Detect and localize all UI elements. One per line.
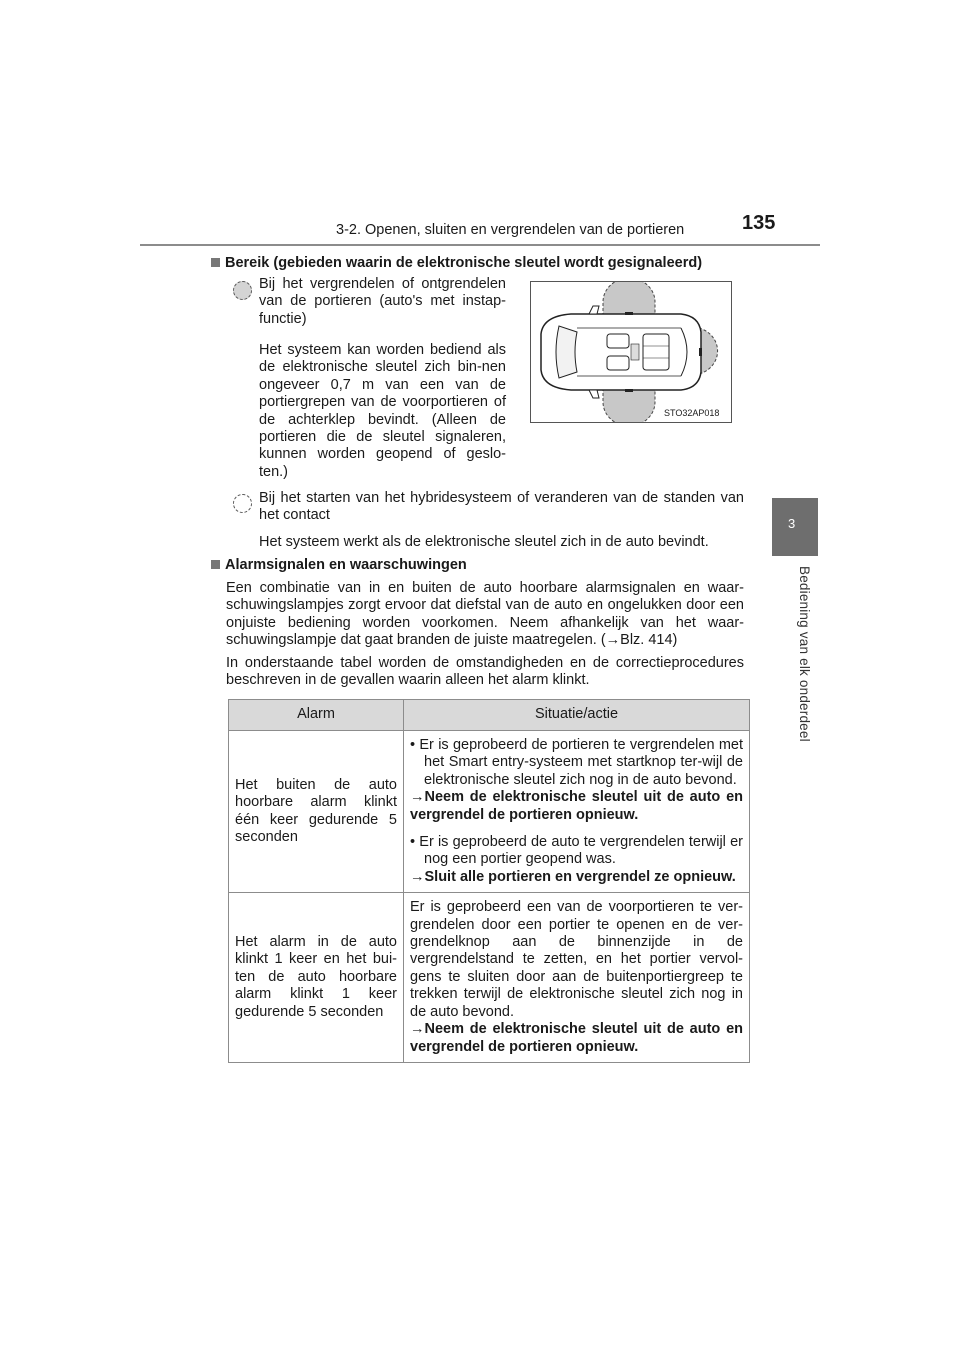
alarm-table — [228, 699, 750, 1063]
range-heading — [211, 255, 702, 271]
row1-action-1: →Neem de elektronische sleutel uit de auto en vergrendel de portieren opnieuw. — [410, 789, 743, 823]
row1-bullet-1: • Er is geprobeerd de portieren te vergrendelen met het Smart entry-systeem met startknop ter-wijl de elektronische sleutel zich nog in de auto bevond. — [410, 737, 743, 788]
row2-situation-text: Er is geprobeerd een van de voorportieren te ver-grendelen door een portier te openen en de ver-grendelknop aan de binnenzijde in de vergrendelstand te zetten, en het portier vervol-gens te sluiten door aan de buitenportiergreep te trekken terwijl de elektronische sleutel zich nog in de auto bevond. — [410, 899, 743, 1020]
square-bullet-icon — [211, 258, 220, 267]
detection-range-figure — [530, 281, 732, 423]
row2-situation — [404, 893, 750, 1063]
chapter-title: Bediening van elk onderdeel — [797, 566, 812, 742]
row1-alarm: Het buiten de auto hoorbare alarm klinkt één keer gedurende 5 seconden — [229, 731, 404, 893]
alarm-paragraph-2: In onderstaande tabel worden de omstandigheden en de correctieprocedures beschreven in de gevallen waarin alleen het alarm klinkt. — [226, 655, 744, 689]
item1-title: Bij het vergrendelen of ontgrendelen van de portieren (auto's met instap-functie) — [259, 276, 506, 327]
row1-situation — [404, 731, 750, 893]
row2-action: →Neem de elektronische sleutel uit de auto en vergrendel de portieren opnieuw. — [410, 1021, 743, 1055]
header-situation: Situatie/actie — [404, 700, 750, 731]
section-title: 3-2. Openen, sluiten en vergrendelen van de portieren — [336, 222, 685, 238]
header-alarm: Alarm — [229, 700, 404, 731]
alarm-heading — [211, 557, 467, 573]
row1-bullet-2: • Er is geprobeerd de auto te vergrendelen terwijl er nog een portier geopend was. — [410, 834, 743, 868]
item2-title: Bij het starten van het hybridesysteem of veranderen van de standen van het contact — [259, 490, 744, 524]
page-number: 135 — [742, 212, 776, 234]
header-divider — [140, 244, 820, 246]
figure-code: STO32AP018 — [664, 408, 720, 418]
chapter-number: 3 — [788, 516, 796, 531]
alarm-heading-text: Alarmsignalen en waarschuwingen — [225, 557, 467, 573]
item1-body: Het systeem kan worden bediend als de elektronische sleutel zich bin-nen ongeveer 0,7 m van een van de portiergrepen van de voorportieren of de achterklep bevindt. (Alleen de portieren die de sleutel signaleren, kunnen worden geopend of geslo-ten.) — [259, 342, 506, 480]
square-bullet-icon — [211, 560, 220, 569]
alarm-paragraph-1: Een combinatie van in en buiten de auto hoorbare alarmsignalen en waar-schuwingslampjes zorgt ervoor dat diefstal van de auto en ongelukken door een onjuiste bediening worden voorkomen. Neem afhankelijk van het waar-schuwingslampje dat gaat branden de juiste maatregelen. (→Blz. 414) — [226, 580, 744, 649]
car-topview-diagram — [531, 282, 731, 422]
table-row — [229, 893, 750, 1063]
row2-alarm: Het alarm in de auto klinkt 1 keer en het bui-ten de auto hoorbare alarm klinkt 1 keer gedurende 5 seconden — [229, 893, 404, 1063]
range-heading-text: Bereik (gebieden waarin de elektronische sleutel wordt gesignaleerd) — [225, 255, 703, 271]
row1-action-2: →Sluit alle portieren en vergrendel ze opnieuw. — [410, 868, 736, 885]
table-row — [229, 731, 750, 893]
detection-area-inside-icon — [233, 494, 252, 513]
item2-body: Het systeem werkt als de elektronische sleutel zich in de auto bevindt. — [259, 534, 709, 550]
detection-area-outside-icon — [233, 281, 252, 300]
table-header-row — [229, 700, 750, 731]
